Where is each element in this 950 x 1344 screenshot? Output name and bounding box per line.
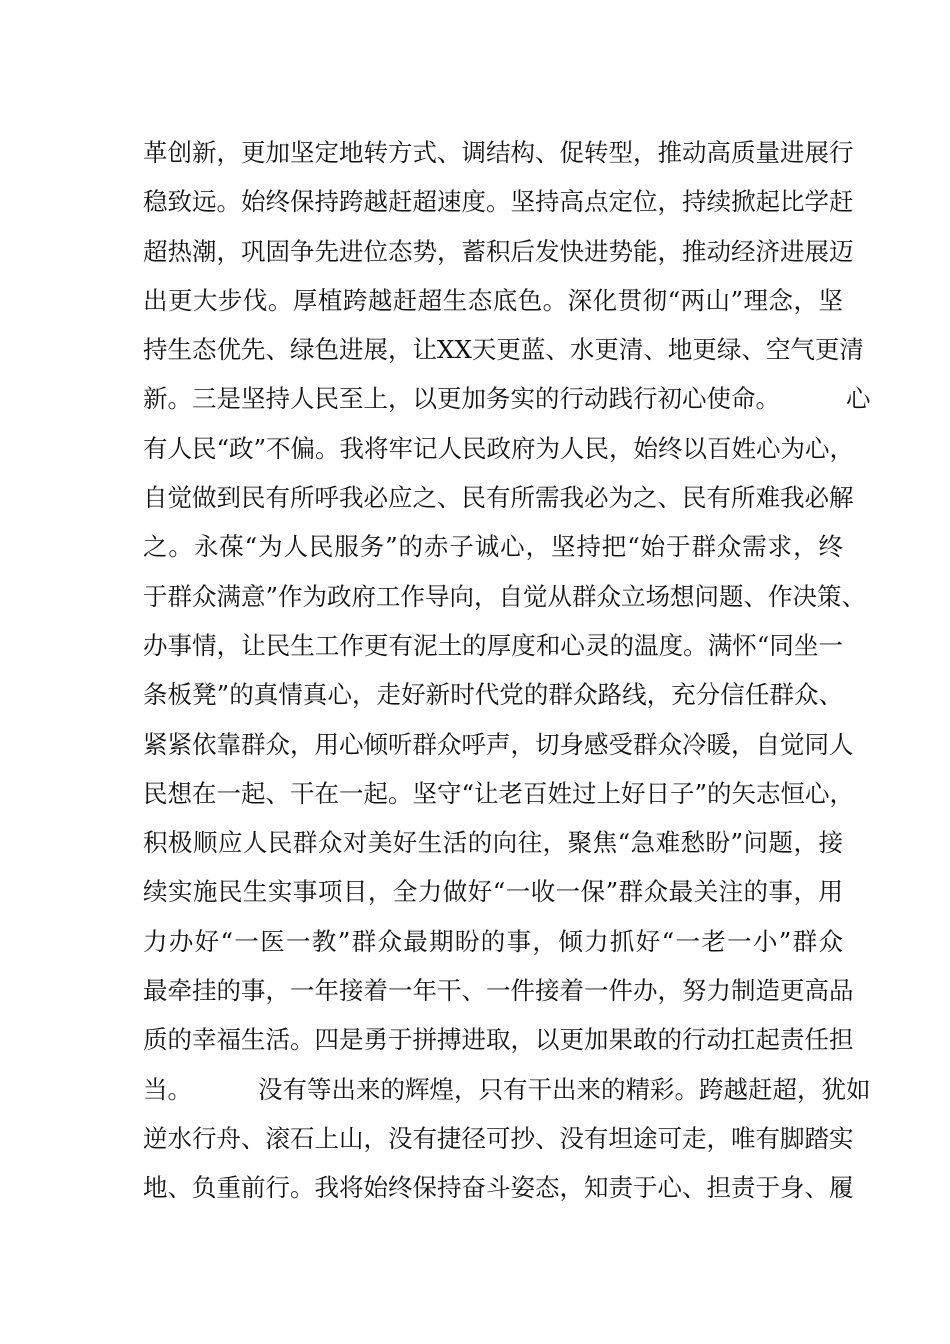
text-line: 积极顺应人民群众对美好生活的向往，聚焦“急难愁盼”问题，接 [143, 828, 843, 858]
text-line: 自觉做到民有所呼我必应之、民有所需我必为之、民有所难我必解 [143, 483, 854, 513]
text-line: 条板凳”的真情真心，走好新时代党的群众路线，充分信任群众、 [143, 680, 843, 710]
text-line: 之。永葆“为人民服务”的赤子诚心，坚持把“始于群众需求，终 [143, 532, 843, 562]
text-line: 革创新，更加坚定地转方式、调结构、促转型，推动高质量进展行 [143, 138, 854, 167]
text-line: 民想在一起、干在一起。坚守“让老百姓过上好日子”的矢志恒心， [143, 778, 855, 808]
text-line: 于群众满意”作为政府工作导向，自觉从群众立场想问题、作决策、 [143, 581, 867, 611]
text-line: 办事情，让民生工作更有泥土的厚度和心灵的温度。满怀“同坐一 [143, 630, 843, 660]
text-segment: 新。三是坚持人民至上，以更加务实的行动践行初心使命。 [143, 384, 780, 414]
text-line: 稳致远。始终保持跨越赶超速度。坚持高点定位，持续掀起比学赶 [143, 187, 854, 217]
text-line [143, 1065, 871, 1114]
text-line: 逆水行舟、滚石上山，没有捷径可抄、没有坦途可走，唯有脚踏实 [143, 1123, 854, 1153]
text-line: 最牵挂的事，一年接着一年干、一件接着一件办，努力制造更高品 [143, 976, 854, 1006]
text-line: 超热潮，巩固争先进位态势，蓄积后发快进势能，推动经济进展迈 [143, 236, 854, 266]
text-line: 地、负重前行。我将始终保持奋斗姿态，知责于心、担责于身、履 [143, 1173, 854, 1203]
text-segment: 心 [846, 384, 871, 414]
text-line: 质的幸福生活。四是勇于拼搏进取，以更加果敢的行动扛起责任担 [143, 1025, 854, 1055]
text-segment: 当。 [143, 1074, 192, 1104]
text-segment: 没有等出来的辉煌，只有干出来的精彩。跨越赶超，犹如 [258, 1074, 871, 1104]
text-line: 有人民“政”不偏。我将牢记人民政府为人民，始终以百姓心为心， [143, 433, 855, 463]
text-line [143, 374, 871, 423]
text-line: 续实施民生实事项目，全力做好“一收一保”群众最关注的事，用 [143, 877, 843, 907]
body-text [143, 128, 871, 1213]
text-line: 力办好“一医一教”群众最期盼的事，倾力抓好“一老一小”群众 [143, 926, 843, 956]
text-line: 紧紧依靠群众，用心倾听群众呼声，切身感受群众冷暖，自觉同人 [143, 729, 854, 759]
text-line: 出更大步伐。厚植跨越赶超生态底色。深化贯彻“两山”理念，坚 [143, 285, 843, 315]
text-line: 持生态优先、绿色进展，让XX天更蓝、水更清、地更绿、空气更清 [143, 335, 864, 365]
